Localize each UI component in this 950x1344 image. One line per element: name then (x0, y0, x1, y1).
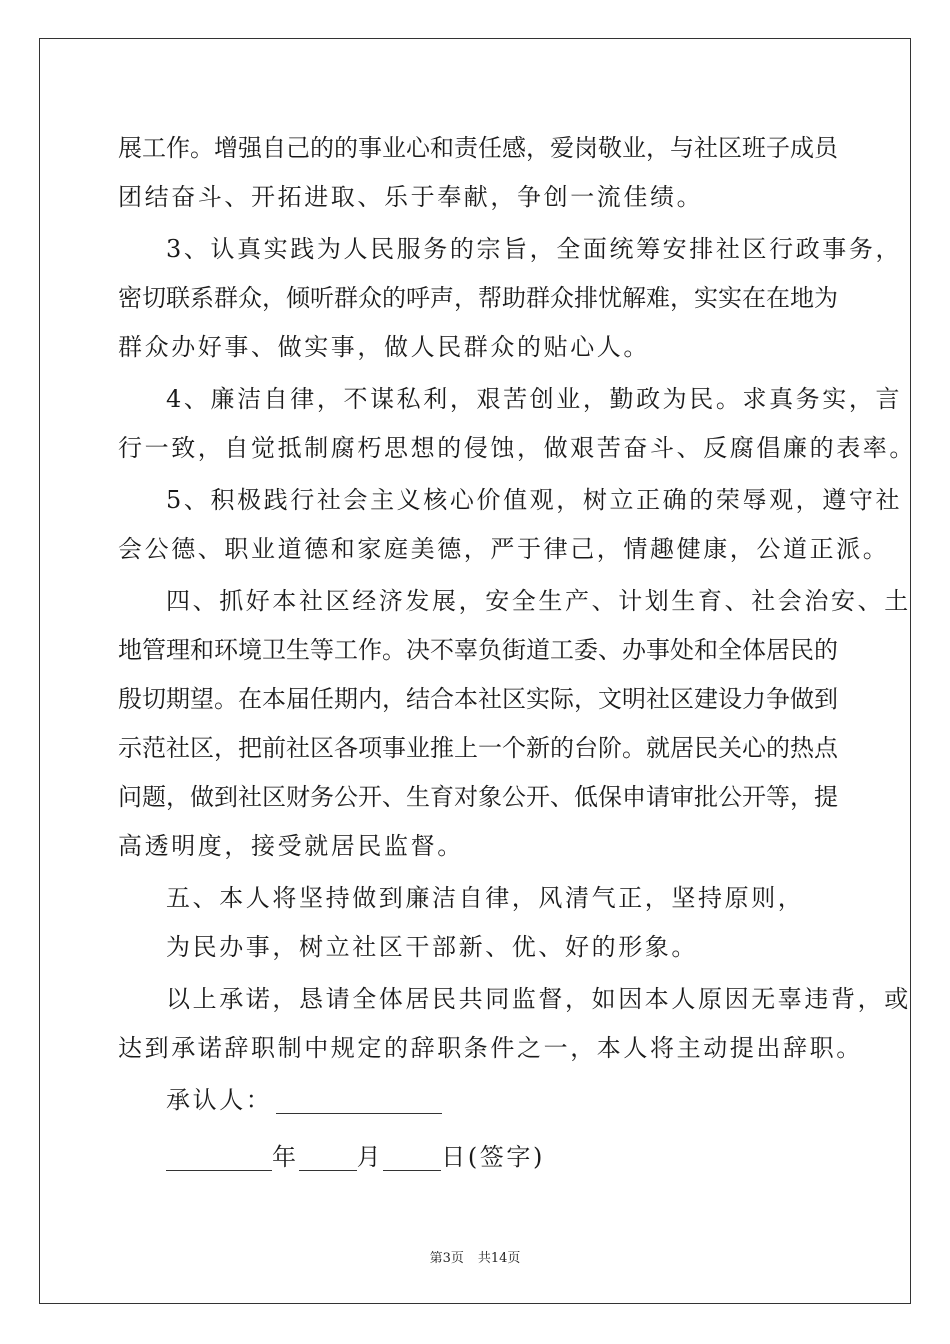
text-line: 会公德、职业道德和家庭美德，严于律己，情趣健康，公道正派。 (118, 535, 890, 563)
text-line: 展工作。增强自己的的事业心和责任感，爱岗敬业，与社区班子成员 (118, 134, 838, 162)
text-line: 3、认真实践为人民服务的宗旨，全面统筹安排社区行政事务， (166, 235, 903, 263)
signer-row (118, 1076, 838, 1125)
text-line: 地管理和环境卫生等工作。决不辜负街道工委、办事处和全体居民的 (118, 636, 838, 664)
signer-label: 承认人： (166, 1086, 273, 1114)
page-total: 共14页 (477, 1251, 521, 1266)
day-blank[interactable] (383, 1140, 441, 1171)
text-line: 四、抓好本社区经济发展，安全生产、计划生育、社会治安、土 (166, 587, 911, 615)
year-label: 年 (272, 1143, 299, 1171)
year-blank[interactable] (166, 1140, 272, 1171)
signer-blank[interactable] (276, 1083, 442, 1114)
text-line: 行一致，自觉抵制腐朽思想的侵蚀，做艰苦奋斗、反腐倡廉的表率。 (118, 434, 916, 462)
page-footer (0, 1247, 950, 1266)
page-number: 第3页 (429, 1251, 464, 1266)
text-line: 五、本人将坚持做到廉洁自律，风清气正，坚持原则， (166, 884, 805, 912)
date-row (118, 1133, 838, 1182)
text-line: 以上承诺，恳请全体居民共同监督，如因本人原因无辜违背，或 (166, 985, 911, 1013)
text-line: 4、廉洁自律，不谋私利，艰苦创业，勤政为民。求真务实，言 (166, 385, 903, 413)
text-line: 5、积极践行社会主义核心价值观，树立正确的荣辱观，遵守社 (166, 486, 903, 514)
text-line: 殷切期望。在本届任期内，结合本社区实际，文明社区建设力争做到 (118, 685, 838, 713)
text-line: 示范社区，把前社区各项事业推上一个新的台阶。就居民关心的热点 (118, 734, 838, 762)
text-line: 问题，做到社区财务公开、生育对象公开、低保申请审批公开等，提 (118, 783, 838, 811)
text-line: 达到承诺辞职制中规定的辞职条件之一，本人将主动提出辞职。 (118, 1034, 863, 1062)
day-signature-label: 日(签字) (441, 1143, 545, 1171)
text-line: 高透明度，接受就居民监督。 (118, 832, 464, 860)
month-blank[interactable] (299, 1140, 357, 1171)
text-line: 团结奋斗、开拓进取、乐于奉献，争创一流佳绩。 (118, 183, 704, 211)
month-label: 月 (356, 1143, 384, 1171)
text-line: 密切联系群众，倾听群众的呼声，帮助群众排忧解难，实实在在地为 (118, 284, 838, 312)
document-body (118, 124, 916, 1182)
text-line: 为民办事，树立社区干部新、优、好的形象。 (166, 933, 698, 961)
text-line: 群众办好事、做实事，做人民群众的贴心人。 (118, 333, 650, 361)
